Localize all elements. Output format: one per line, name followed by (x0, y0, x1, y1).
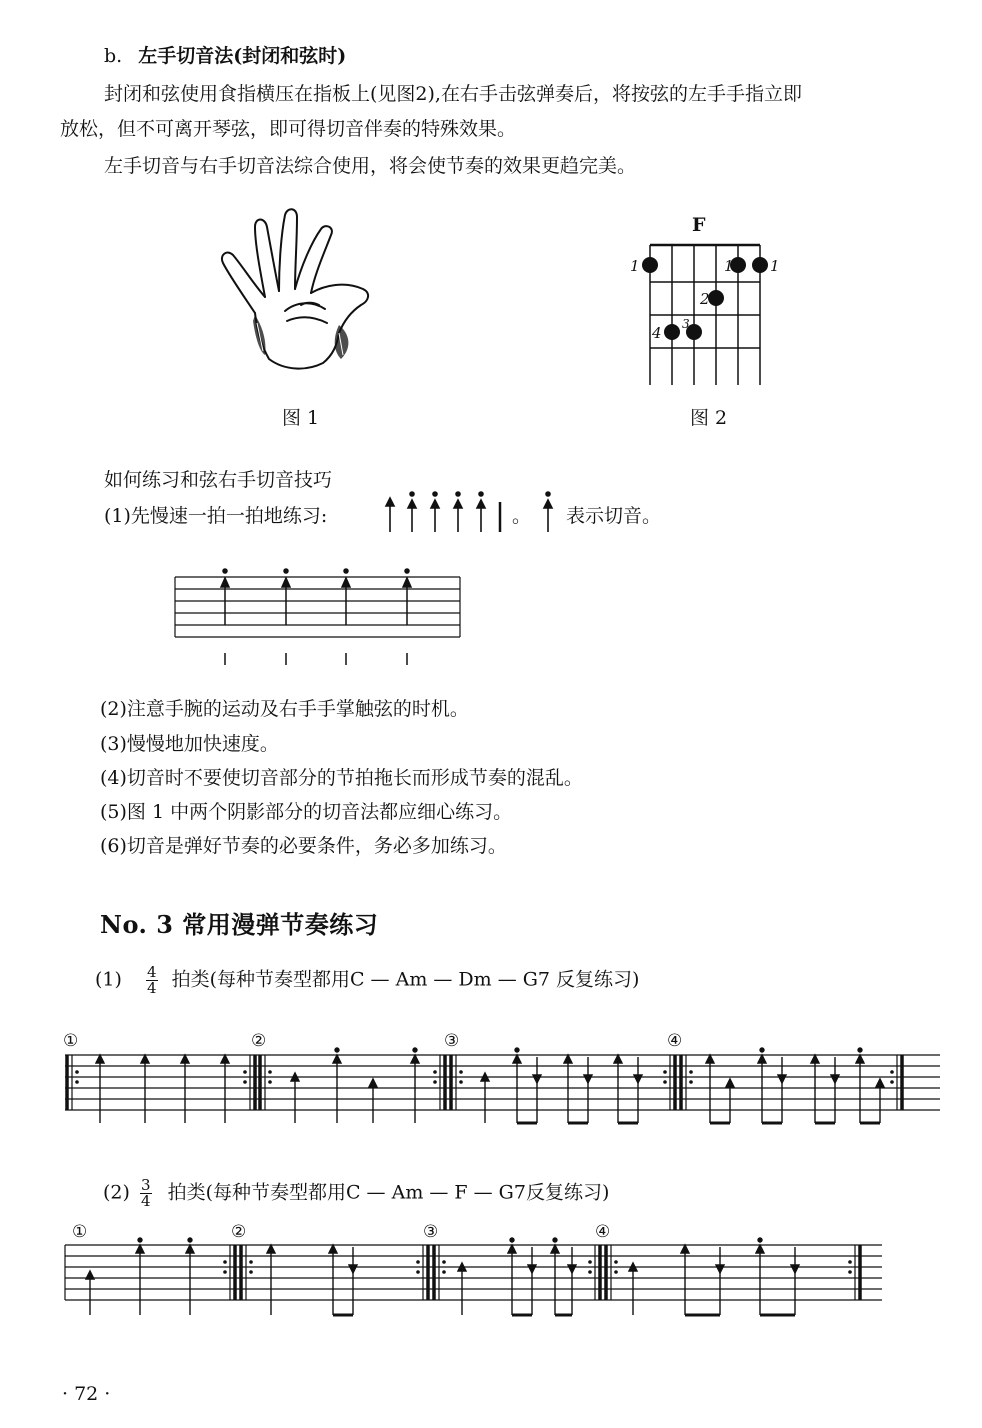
pattern-4-marker: ④ (667, 1031, 683, 1051)
pattern-3-marker: ③ (423, 1222, 439, 1242)
group1-text: 拍类(每种节奏型都用C — Am — Dm — G7 反复练习) (171, 968, 640, 991)
hand-illustration (215, 205, 385, 385)
step1-suffix: 表示切音。 (566, 505, 662, 527)
finger-label-1: 1 (630, 257, 640, 275)
chord-diagram-f (620, 240, 790, 390)
time-sig-denominator: 4 (146, 979, 157, 997)
rhythm-staff-4-4 (60, 1045, 945, 1130)
time-sig-numerator: 4 (146, 963, 157, 981)
heading-prefix: b. (104, 45, 123, 67)
step-4: (4)切音时不要使切音部分的节拍拖长而形成节奏的混乱。 (100, 767, 583, 789)
group1-header (95, 965, 639, 996)
rhythm-staff-3-4 (60, 1235, 885, 1325)
fig1-caption: 图 1 (282, 407, 320, 429)
page-number: · 72 · (62, 1383, 111, 1405)
finger-dot (642, 257, 658, 273)
pattern-1-marker: ① (63, 1031, 79, 1051)
finger-dot (752, 257, 768, 273)
finger-label-2: 2 (700, 290, 710, 308)
step-2: (2)注意手腕的运动及右手手掌触弦的时机。 (100, 698, 469, 720)
group1-label: (1) (95, 968, 122, 991)
para2: 左手切音与右手切音法综合使用，将会使节奏的效果更趋完美。 (104, 155, 637, 177)
finger-label-1b: 1 (724, 257, 734, 275)
time-sig-denominator: 4 (140, 1192, 151, 1210)
no3-title: No. 3 常用漫弹节奏练习 (100, 910, 379, 939)
time-signature-3-4 (140, 1178, 152, 1209)
chord-name: F (692, 214, 706, 236)
practice-title: 如何练习和弦右手切音技巧 (104, 469, 333, 491)
group2-label: (2) (103, 1181, 130, 1204)
pattern-2-marker: ② (231, 1222, 247, 1242)
time-sig-numerator: 3 (140, 1176, 151, 1194)
section-b-heading (104, 47, 346, 66)
para1-line2: 放松，但不可离开琴弦，即可得切音伴奏的特殊效果。 (60, 118, 517, 140)
step-6: (6)切音是弹好节奏的必要条件，务必多加练习。 (100, 835, 507, 857)
step1-prefix: (1)先慢速一拍一拍地练习: (104, 505, 328, 527)
group2-text: 拍类(每种节奏型都用C — Am — F — G7反复练习) (167, 1181, 610, 1204)
pattern-3-marker: ③ (444, 1031, 460, 1051)
finger-dot (664, 324, 680, 340)
step1-period: 。 (512, 505, 532, 527)
fig2-caption: 图 2 (690, 407, 728, 429)
pattern-2-marker: ② (251, 1031, 267, 1051)
mute-arrow-icon (538, 490, 558, 540)
para1-line1: 封闭和弦使用食指横压在指板上(见图2),在右手击弦弹奏后，将按弦的左手手指立即 (104, 83, 802, 105)
pattern-4-marker: ④ (595, 1222, 611, 1242)
group2-header (103, 1178, 609, 1209)
pattern-1-marker: ① (72, 1222, 88, 1242)
step-5: (5)图 1 中两个阴影部分的切音法都应细心练习。 (100, 801, 513, 823)
finger-label-4: 4 (652, 324, 662, 342)
step-3: (3)慢慢地加快速度。 (100, 733, 279, 755)
finger-label-1c: 1 (770, 257, 780, 275)
finger-dot (708, 290, 724, 306)
heading-text: 左手切音法(封闭和弦时) (138, 45, 347, 67)
finger-label-3: 3 (682, 317, 690, 331)
time-signature-4-4 (146, 965, 158, 996)
mute-practice-staff (170, 565, 470, 670)
